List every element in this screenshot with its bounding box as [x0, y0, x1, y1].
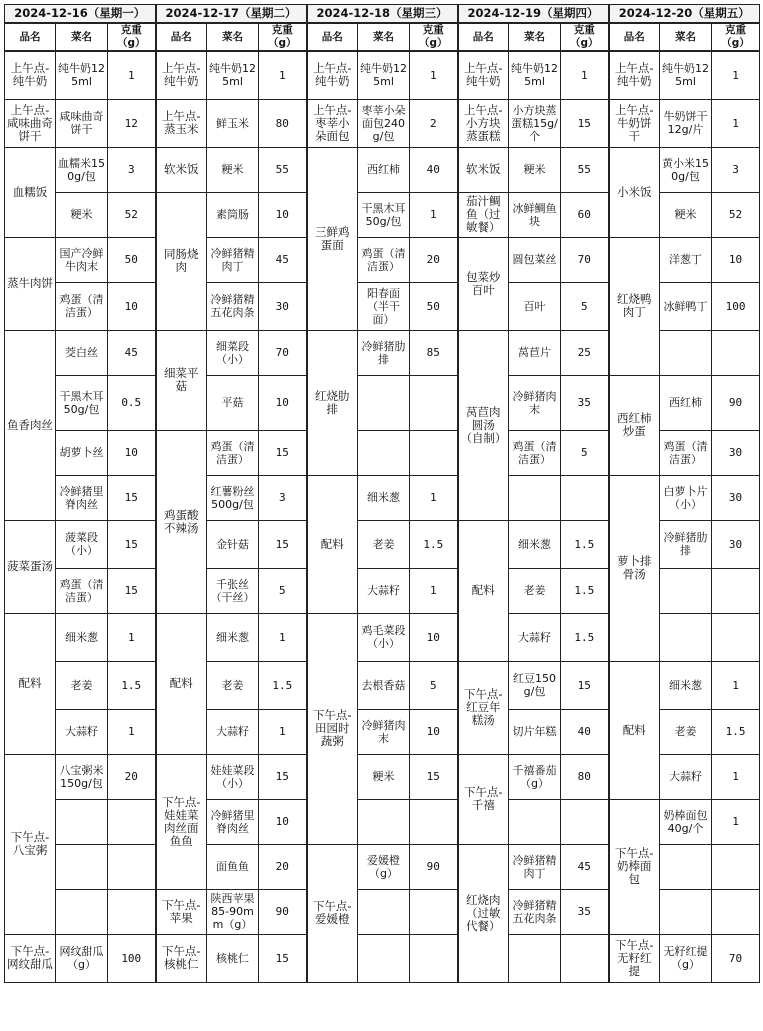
ingredient-quantity — [410, 934, 458, 982]
ingredient-name: 干黑木耳50g/包 — [56, 375, 108, 430]
dish-name: 下午点-网纹甜瓜 — [5, 934, 56, 982]
ingredient-name: 大蒜籽 — [207, 709, 259, 754]
dish-name: 下午点-红豆年糕汤 — [458, 661, 509, 754]
ingredient-quantity — [410, 430, 458, 475]
weekly-menu-table — [4, 4, 760, 983]
ingredient-name: 切片年糕 — [509, 709, 561, 754]
ingredient-quantity: 55 — [259, 147, 307, 192]
ingredient-quantity: 15 — [108, 568, 156, 613]
ingredient-quantity: 10 — [108, 282, 156, 330]
ingredient-quantity: 1 — [712, 754, 760, 799]
ingredient-quantity: 40 — [561, 709, 609, 754]
dish-name: 包菜炒百叶 — [458, 237, 509, 330]
ingredient-name: 粳米 — [358, 754, 410, 799]
dish-name: 红烧鸭肉丁 — [609, 237, 660, 375]
ingredient-quantity — [712, 889, 760, 934]
ingredient-quantity: 52 — [712, 192, 760, 237]
dish-name: 上午点-纯牛奶 — [156, 51, 207, 99]
ingredient-quantity: 5 — [561, 282, 609, 330]
ingredient-name: 爱媛橙（g） — [358, 844, 410, 889]
column-header-dish: 品名 — [458, 23, 509, 51]
ingredient-name: 冷鲜猪肋排 — [660, 520, 712, 568]
column-header-dish: 品名 — [307, 23, 358, 51]
ingredient-name: 纯牛奶125ml — [358, 51, 410, 99]
ingredient-quantity: 45 — [108, 330, 156, 375]
ingredient-quantity: 55 — [561, 147, 609, 192]
column-header-quantity: 克重（g） — [410, 23, 458, 51]
ingredient-name: 陕西苹果85-90mm（g） — [207, 889, 259, 934]
ingredient-name: 细菜段（小） — [207, 330, 259, 375]
ingredient-name: 细米葱 — [509, 520, 561, 568]
ingredient-quantity: 50 — [410, 282, 458, 330]
ingredient-name: 粳米 — [660, 192, 712, 237]
ingredient-name: 细米葱 — [207, 613, 259, 661]
ingredient-name: 茭白丝 — [56, 330, 108, 375]
ingredient-quantity: 1 — [712, 799, 760, 844]
ingredient-quantity: 1 — [108, 709, 156, 754]
dish-name: 上午点-纯牛奶 — [5, 51, 56, 99]
ingredient-name: 无籽红提（g） — [660, 934, 712, 982]
dish-name: 上午点-纯牛奶 — [307, 51, 358, 99]
ingredient-name — [358, 430, 410, 475]
ingredient-quantity: 30 — [712, 430, 760, 475]
dish-name: 红烧肋排 — [307, 330, 358, 475]
ingredient-quantity: 15 — [561, 99, 609, 147]
ingredient-name: 冷鲜猪精五花肉条 — [509, 889, 561, 934]
ingredient-quantity: 15 — [108, 475, 156, 520]
dish-name: 上午点-咸味曲奇饼干 — [5, 99, 56, 147]
dish-name: 萝卜排骨汤 — [609, 475, 660, 661]
ingredient-name: 鸡蛋（清洁蛋） — [207, 430, 259, 475]
ingredient-quantity: 1 — [259, 51, 307, 99]
ingredient-name: 千禧番茄（g） — [509, 754, 561, 799]
day-date-header: 2024-12-19（星期四） — [458, 5, 609, 24]
ingredient-quantity: 10 — [108, 430, 156, 475]
ingredient-name: 牛奶饼干12g/片 — [660, 99, 712, 147]
ingredient-name: 红豆150g/包 — [509, 661, 561, 709]
ingredient-quantity: 35 — [561, 375, 609, 430]
ingredient-name: 大蒜籽 — [358, 568, 410, 613]
column-header-dish: 品名 — [156, 23, 207, 51]
ingredient-quantity: 1 — [410, 192, 458, 237]
ingredient-name: 细米葱 — [358, 475, 410, 520]
ingredient-quantity — [712, 613, 760, 661]
ingredient-name: 百叶 — [509, 282, 561, 330]
ingredient-quantity: 1 — [108, 613, 156, 661]
ingredient-quantity: 1 — [712, 661, 760, 709]
ingredient-name: 冷鲜猪里脊肉丝 — [56, 475, 108, 520]
ingredient-name: 平菇 — [207, 375, 259, 430]
ingredient-name: 鸡蛋（清洁蛋） — [660, 430, 712, 475]
ingredient-name: 干黑木耳50g/包 — [358, 192, 410, 237]
dish-name: 配料 — [458, 520, 509, 661]
ingredient-name: 老姜 — [358, 520, 410, 568]
ingredient-quantity: 1 — [712, 99, 760, 147]
ingredient-quantity: 85 — [410, 330, 458, 375]
ingredient-quantity — [561, 475, 609, 520]
dish-name: 茄汁鲷鱼（过敏餐） — [458, 192, 509, 237]
ingredient-quantity: 1 — [410, 475, 458, 520]
ingredient-name — [660, 844, 712, 889]
ingredient-quantity: 45 — [561, 844, 609, 889]
ingredient-name: 纯牛奶125ml — [56, 51, 108, 99]
ingredient-quantity: 1 — [259, 613, 307, 661]
dish-name: 上午点-牛奶饼干 — [609, 99, 660, 147]
ingredient-quantity: 90 — [259, 889, 307, 934]
dish-name: 红烧肉（过敏代餐） — [458, 844, 509, 982]
dish-name: 蒸牛肉饼 — [5, 237, 56, 330]
ingredient-name: 冷鲜猪里脊肉丝 — [207, 799, 259, 844]
ingredient-name: 老姜 — [660, 709, 712, 754]
ingredient-quantity: 15 — [259, 754, 307, 799]
ingredient-quantity: 3 — [259, 475, 307, 520]
ingredient-name — [56, 844, 108, 889]
day-date-header: 2024-12-16（星期一） — [5, 5, 156, 24]
dish-name: 鸡蛋酸不辣汤 — [156, 430, 207, 613]
column-header-quantity: 克重（g） — [259, 23, 307, 51]
ingredient-name: 粳米 — [56, 192, 108, 237]
dish-name: 上午点-蒸玉米 — [156, 99, 207, 147]
ingredient-quantity: 15 — [259, 430, 307, 475]
ingredient-name: 老姜 — [207, 661, 259, 709]
ingredient-quantity: 5 — [410, 661, 458, 709]
ingredient-name: 鸡蛋（清洁蛋） — [56, 568, 108, 613]
ingredient-name — [358, 889, 410, 934]
ingredient-quantity: 30 — [712, 475, 760, 520]
dish-name: 上午点-纯牛奶 — [458, 51, 509, 99]
ingredient-name: 冷鲜猪精肉丁 — [207, 237, 259, 282]
ingredient-quantity: 1.5 — [561, 568, 609, 613]
ingredient-name: 小方块蒸蛋糕15g/个 — [509, 99, 561, 147]
dish-name: 上午点-枣莘小朵面包 — [307, 99, 358, 147]
dish-name: 同肠烧肉 — [156, 192, 207, 330]
dish-name: 下午点-娃娃菜肉丝面鱼鱼 — [156, 754, 207, 889]
ingredient-name: 鲜玉米 — [207, 99, 259, 147]
dish-name: 上午点-小方块蒸蛋糕 — [458, 99, 509, 147]
ingredient-quantity — [108, 844, 156, 889]
ingredient-name: 老姜 — [56, 661, 108, 709]
ingredient-quantity: 2 — [410, 99, 458, 147]
ingredient-name: 粳米 — [207, 147, 259, 192]
ingredient-name: 鸡蛋（清洁蛋） — [358, 237, 410, 282]
ingredient-quantity: 45 — [259, 237, 307, 282]
ingredient-name — [56, 799, 108, 844]
dish-name: 配料 — [609, 661, 660, 799]
column-header-dish: 品名 — [5, 23, 56, 51]
ingredient-name: 金针菇 — [207, 520, 259, 568]
ingredient-name: 冷鲜猪肋排 — [358, 330, 410, 375]
dish-name: 三鲜鸡蛋面 — [307, 147, 358, 330]
dish-name: 血糯饭 — [5, 147, 56, 237]
ingredient-name — [660, 330, 712, 375]
ingredient-name — [358, 934, 410, 982]
ingredient-quantity: 15 — [410, 754, 458, 799]
ingredient-name: 红薯粉丝500g/包 — [207, 475, 259, 520]
ingredient-quantity — [712, 330, 760, 375]
ingredient-quantity: 20 — [259, 844, 307, 889]
ingredient-quantity — [410, 375, 458, 430]
ingredient-name: 阳春面（半干面） — [358, 282, 410, 330]
column-header-quantity: 克重（g） — [561, 23, 609, 51]
ingredient-name: 纯牛奶125ml — [509, 51, 561, 99]
ingredient-name: 八宝粥米150g/包 — [56, 754, 108, 799]
ingredient-name: 细米葱 — [56, 613, 108, 661]
day-date-header: 2024-12-20（星期五） — [609, 5, 760, 24]
column-header-ingredient: 菜名 — [207, 23, 259, 51]
ingredient-name: 千张丝（干丝） — [207, 568, 259, 613]
ingredient-quantity: 1.5 — [561, 520, 609, 568]
dish-name: 细菜平菇 — [156, 330, 207, 430]
ingredient-name: 大蒜籽 — [56, 709, 108, 754]
ingredient-quantity — [410, 799, 458, 844]
ingredient-name — [358, 799, 410, 844]
ingredient-quantity: 80 — [561, 754, 609, 799]
ingredient-quantity: 35 — [561, 889, 609, 934]
ingredient-name: 冷鲜猪精肉丁 — [509, 844, 561, 889]
ingredient-quantity: 1 — [712, 51, 760, 99]
dish-name: 西红柿炒蛋 — [609, 375, 660, 475]
dish-name: 下午点-奶棒面包 — [609, 799, 660, 934]
dish-name: 下午点-八宝粥 — [5, 754, 56, 934]
ingredient-quantity — [108, 799, 156, 844]
ingredient-quantity: 30 — [259, 282, 307, 330]
column-header-ingredient: 菜名 — [509, 23, 561, 51]
ingredient-quantity: 50 — [108, 237, 156, 282]
ingredient-quantity: 20 — [410, 237, 458, 282]
ingredient-quantity — [561, 799, 609, 844]
ingredient-quantity: 100 — [712, 282, 760, 330]
ingredient-quantity: 3 — [712, 147, 760, 192]
day-date-header: 2024-12-18（星期三） — [307, 5, 458, 24]
ingredient-quantity: 20 — [108, 754, 156, 799]
ingredient-quantity: 1.5 — [712, 709, 760, 754]
ingredient-name: 面鱼鱼 — [207, 844, 259, 889]
column-header-ingredient: 菜名 — [660, 23, 712, 51]
ingredient-quantity: 3 — [108, 147, 156, 192]
ingredient-quantity — [410, 889, 458, 934]
ingredient-quantity: 10 — [712, 237, 760, 282]
ingredient-name: 素筒肠 — [207, 192, 259, 237]
ingredient-name: 鸡毛菜段（小） — [358, 613, 410, 661]
ingredient-name: 去根香菇 — [358, 661, 410, 709]
column-header-ingredient: 菜名 — [358, 23, 410, 51]
ingredient-quantity: 15 — [259, 520, 307, 568]
ingredient-name — [358, 375, 410, 430]
column-header-quantity: 克重（g） — [712, 23, 760, 51]
ingredient-quantity: 1 — [561, 51, 609, 99]
ingredient-quantity: 1 — [108, 51, 156, 99]
ingredient-name — [660, 568, 712, 613]
ingredient-name: 奶棒面包40g/个 — [660, 799, 712, 844]
ingredient-name: 洋葱丁 — [660, 237, 712, 282]
ingredient-name: 西红柿 — [660, 375, 712, 430]
ingredient-name: 莴苣片 — [509, 330, 561, 375]
dish-name: 鱼香肉丝 — [5, 330, 56, 520]
ingredient-quantity: 1 — [410, 51, 458, 99]
dish-name: 软米饭 — [458, 147, 509, 192]
ingredient-quantity: 15 — [561, 661, 609, 709]
ingredient-name — [509, 475, 561, 520]
ingredient-name: 纯牛奶125ml — [660, 51, 712, 99]
ingredient-name: 纯牛奶125ml — [207, 51, 259, 99]
ingredient-quantity: 10 — [259, 799, 307, 844]
ingredient-name: 血糯米150g/包 — [56, 147, 108, 192]
ingredient-quantity: 1.5 — [259, 661, 307, 709]
ingredient-quantity: 10 — [259, 192, 307, 237]
ingredient-quantity: 5 — [561, 430, 609, 475]
ingredient-name: 粳米 — [509, 147, 561, 192]
ingredient-quantity — [712, 568, 760, 613]
dish-name: 软米饭 — [156, 147, 207, 192]
dish-name: 上午点-纯牛奶 — [609, 51, 660, 99]
ingredient-name: 胡萝卜丝 — [56, 430, 108, 475]
ingredient-name: 细米葱 — [660, 661, 712, 709]
ingredient-quantity: 10 — [410, 709, 458, 754]
ingredient-name: 菠菜段（小） — [56, 520, 108, 568]
dish-name: 配料 — [5, 613, 56, 754]
ingredient-quantity: 0.5 — [108, 375, 156, 430]
ingredient-quantity: 25 — [561, 330, 609, 375]
ingredient-quantity: 1 — [410, 568, 458, 613]
ingredient-name — [509, 799, 561, 844]
ingredient-quantity: 90 — [712, 375, 760, 430]
ingredient-quantity: 70 — [561, 237, 609, 282]
ingredient-name: 冷鲜猪肉末 — [358, 709, 410, 754]
ingredient-quantity: 10 — [259, 375, 307, 430]
ingredient-quantity: 15 — [259, 934, 307, 982]
dish-name: 下午点-核桃仁 — [156, 934, 207, 982]
ingredient-name: 冷鲜猪肉末 — [509, 375, 561, 430]
ingredient-quantity: 10 — [410, 613, 458, 661]
ingredient-quantity: 100 — [108, 934, 156, 982]
ingredient-quantity — [108, 889, 156, 934]
ingredient-quantity: 15 — [108, 520, 156, 568]
ingredient-name: 西红柿 — [358, 147, 410, 192]
ingredient-quantity: 1.5 — [410, 520, 458, 568]
dish-name: 莴苣肉圆汤（自制） — [458, 330, 509, 520]
ingredient-name — [660, 889, 712, 934]
ingredient-name — [660, 613, 712, 661]
dish-name: 下午点-爱媛橙 — [307, 844, 358, 982]
ingredient-name: 咸味曲奇饼干 — [56, 99, 108, 147]
ingredient-name: 大蒜籽 — [660, 754, 712, 799]
ingredient-name: 核桃仁 — [207, 934, 259, 982]
ingredient-quantity: 1.5 — [561, 613, 609, 661]
ingredient-name: 白萝卜片（小） — [660, 475, 712, 520]
ingredient-name: 冷鲜猪精五花肉条 — [207, 282, 259, 330]
ingredient-name: 网纹甜瓜（g） — [56, 934, 108, 982]
dish-name: 下午点-田园时蔬粥 — [307, 613, 358, 844]
dish-name: 下午点-苹果 — [156, 889, 207, 934]
dish-name: 配料 — [156, 613, 207, 754]
ingredient-quantity: 52 — [108, 192, 156, 237]
ingredient-name — [509, 934, 561, 982]
ingredient-quantity: 1.5 — [108, 661, 156, 709]
ingredient-quantity: 90 — [410, 844, 458, 889]
ingredient-quantity: 12 — [108, 99, 156, 147]
ingredient-quantity: 60 — [561, 192, 609, 237]
ingredient-name: 枣莘小朵面包240g/包 — [358, 99, 410, 147]
dish-name: 小米饭 — [609, 147, 660, 237]
ingredient-name: 娃娃菜段（小） — [207, 754, 259, 799]
ingredient-name: 圆包菜丝 — [509, 237, 561, 282]
dish-name: 下午点-无籽红提 — [609, 934, 660, 982]
ingredient-quantity: 30 — [712, 520, 760, 568]
ingredient-name: 黄小米150g/包 — [660, 147, 712, 192]
ingredient-name: 鸡蛋（清洁蛋） — [56, 282, 108, 330]
ingredient-quantity: 70 — [712, 934, 760, 982]
ingredient-name: 老姜 — [509, 568, 561, 613]
day-date-header: 2024-12-17（星期二） — [156, 5, 307, 24]
ingredient-name: 冰鲜鸭丁 — [660, 282, 712, 330]
ingredient-quantity: 70 — [259, 330, 307, 375]
dish-name: 配料 — [307, 475, 358, 613]
ingredient-quantity: 1 — [259, 709, 307, 754]
ingredient-name: 冰鲜鲷鱼块 — [509, 192, 561, 237]
ingredient-name: 鸡蛋（清洁蛋） — [509, 430, 561, 475]
column-header-ingredient: 菜名 — [56, 23, 108, 51]
ingredient-quantity: 80 — [259, 99, 307, 147]
ingredient-name — [56, 889, 108, 934]
ingredient-name: 国产冷鲜牛肉末 — [56, 237, 108, 282]
ingredient-name: 大蒜籽 — [509, 613, 561, 661]
column-header-quantity: 克重（g） — [108, 23, 156, 51]
column-header-dish: 品名 — [609, 23, 660, 51]
ingredient-quantity: 5 — [259, 568, 307, 613]
ingredient-quantity — [712, 844, 760, 889]
ingredient-quantity — [561, 934, 609, 982]
dish-name: 下午点-千禧 — [458, 754, 509, 844]
ingredient-quantity: 40 — [410, 147, 458, 192]
dish-name: 菠菜蛋汤 — [5, 520, 56, 613]
